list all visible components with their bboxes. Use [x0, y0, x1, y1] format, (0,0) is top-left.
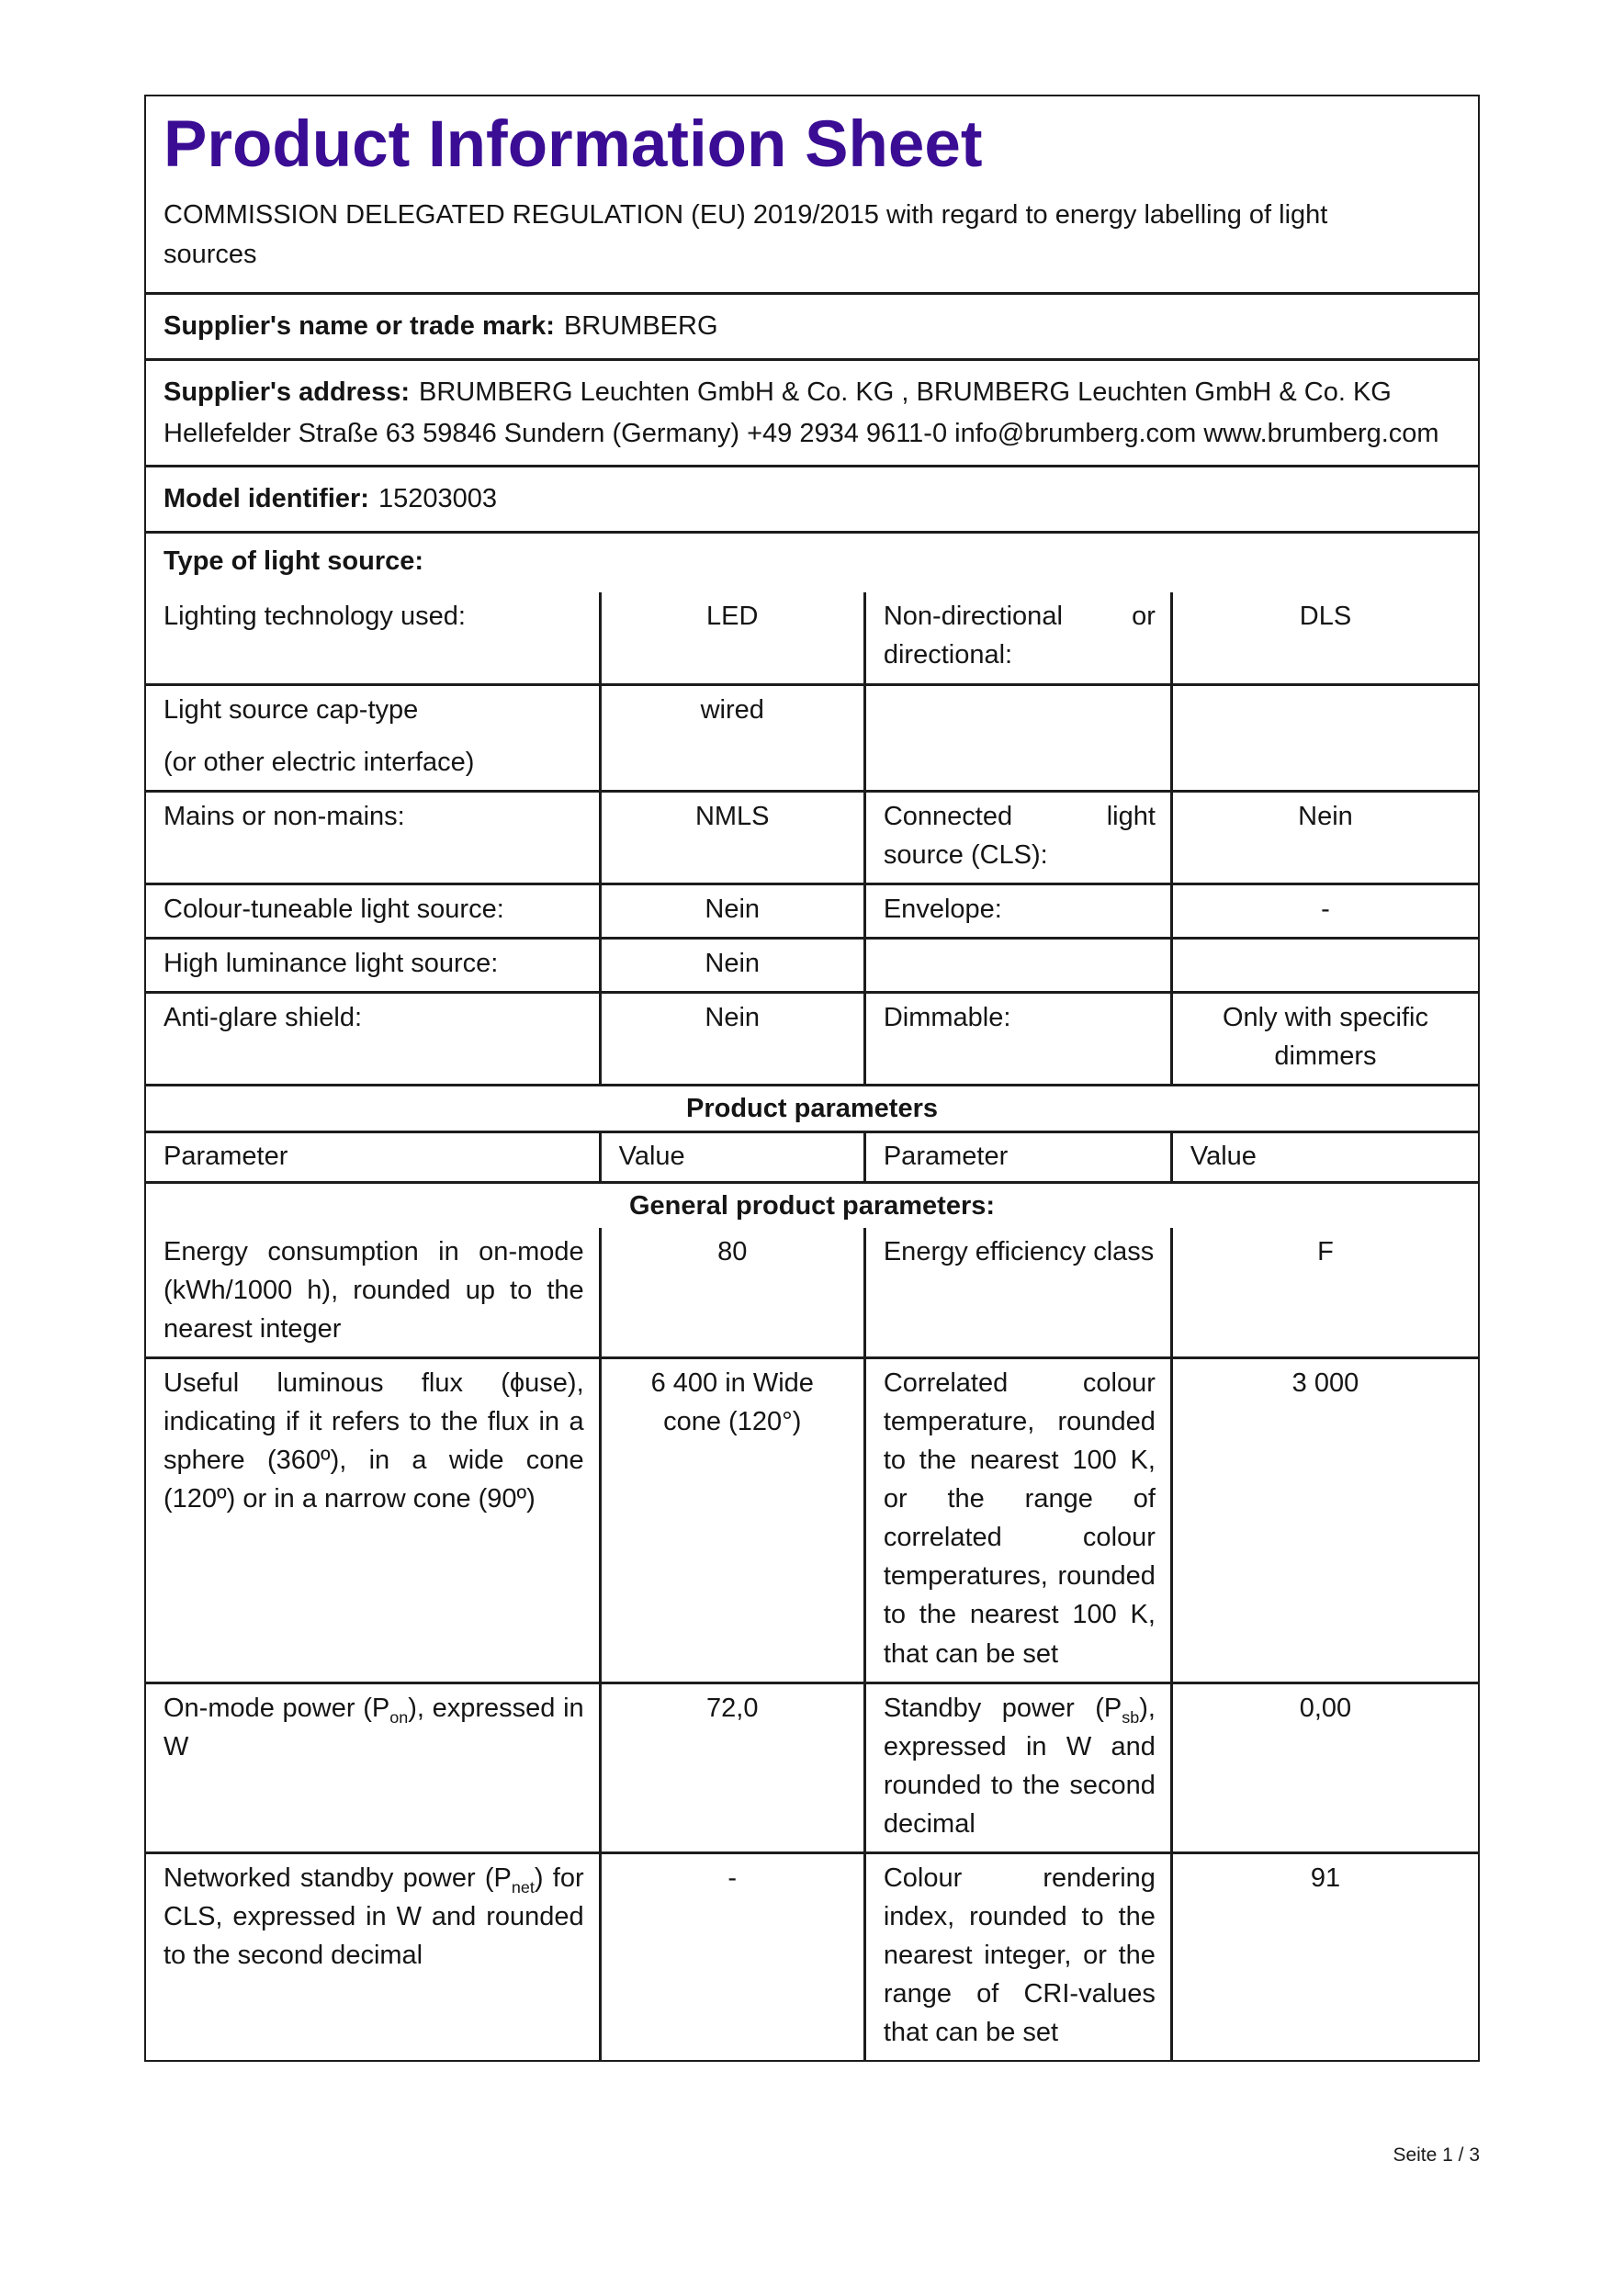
parameter-value-cell: F	[1170, 1228, 1478, 1356]
parameter-label-cell: Energy efficiency class	[863, 1228, 1170, 1356]
table-row	[146, 592, 1478, 682]
table-row	[146, 1228, 1478, 1356]
parameter-value-cell: -	[1170, 885, 1478, 937]
table-row	[146, 1851, 1478, 2060]
parameter-label-cell: Light source cap-type (or other electric interface)	[164, 694, 475, 777]
general-parameters-heading: General product parameters:	[146, 1181, 1478, 1228]
parameter-value-cell: LED	[599, 592, 863, 682]
parameter-label-cell: Dimmable:	[863, 994, 1170, 1084]
parameter-label-cell: On-mode power $(P_{on})$, expressed in W	[164, 1693, 584, 1761]
parameter-value-cell: 0,00	[1170, 1684, 1478, 1851]
page-title: Product Information Sheet	[164, 108, 983, 181]
parameter-value-cell: DLS	[1170, 592, 1478, 682]
parameter-label-cell: Correlated colour temperature, rounded to the nearest 100 K, or the range of correlated colour temperatures, rounded to the nearest 100 K, that can be set	[863, 1359, 1170, 1681]
header-parameter-left: Parameter	[164, 1141, 288, 1171]
type-rows-section	[146, 592, 1478, 1083]
model-identifier-row	[146, 465, 1478, 531]
title-block	[146, 96, 1478, 292]
parameter-value-cell: Nein	[599, 940, 863, 991]
parameter-label-cell: Colour rendering index, rounded to the nearest integer, or the range of CRI-values that can be set	[863, 1854, 1170, 2060]
parameter-label-cell	[863, 686, 1170, 790]
parameter-label-cell: Standby power $(P_{sb})$, expressed in W and rounded to the second decimal	[863, 1684, 1170, 1851]
parameter-label-cell: Energy consumption in on-mode (kWh/1000 h), rounded up to the nearest integer	[164, 1237, 584, 1345]
parameter-label-cell: Lighting technology used:	[164, 602, 466, 632]
parameter-value-cell: 72,0	[599, 1684, 863, 1851]
model-identifier-label: Model identifier:	[164, 484, 369, 514]
regulation-subtitle: COMMISSION DELEGATED REGULATION (EU) 2019/2015 with regard to energy labelling of light sources	[164, 199, 1328, 270]
parameter-value-cell: NMLS	[599, 793, 863, 883]
supplier-name-value: BRUMBERG	[563, 310, 718, 341]
parameter-value-cell: wired	[599, 686, 863, 790]
type-of-light-source-heading: Type of light source:	[146, 531, 1478, 592]
page-number: Seite 1 / 3	[1393, 2144, 1480, 2166]
parameter-label-cell	[863, 940, 1170, 991]
parameter-value-cell: 91	[1170, 1854, 1478, 2060]
parameter-label-cell: Mains or non-mains:	[164, 801, 405, 831]
product-parameters-heading: Product parameters	[146, 1084, 1478, 1131]
header-value-right: Value	[1170, 1133, 1478, 1181]
supplier-address-value: BRUMBERG Leuchten GmbH & Co. KG , BRUMBERG Leuchten GmbH & Co. KG Hellefelder Straße 63 59846 Sundern (Germany) +49 2934 9611-0 info@brumberg.com www.brumberg.com	[164, 377, 1439, 448]
parameter-label-cell: Connected light source (CLS):	[863, 793, 1170, 883]
parameter-value-cell: Nein	[599, 885, 863, 937]
header-parameter-right: Parameter	[863, 1133, 1170, 1181]
parameter-value-cell	[1170, 940, 1478, 991]
model-identifier-value: 15203003	[378, 484, 497, 514]
table-row	[146, 937, 1478, 991]
table-row	[146, 1682, 1478, 1851]
parameter-value-cell: 3 000	[1170, 1359, 1478, 1681]
parameter-label-cell: Anti-glare shield:	[164, 1002, 362, 1032]
header-value-left: Value	[599, 1133, 863, 1181]
general-rows-section	[146, 1228, 1478, 2060]
parameter-label-cell: Non-directional or directional:	[863, 592, 1170, 682]
parameter-value-cell: 6 400 in Wide cone (120°)	[599, 1359, 863, 1681]
parameter-value-cell: -	[599, 1854, 863, 2060]
supplier-address-row	[146, 358, 1478, 466]
parameter-value-cell: Nein	[599, 994, 863, 1084]
parameter-value-cell: 80	[599, 1228, 863, 1356]
product-information-sheet	[144, 95, 1480, 2062]
table-row	[146, 790, 1478, 883]
table-row	[146, 1356, 1478, 1681]
parameter-value-cell	[1170, 686, 1478, 790]
parameter-label-cell: Colour-tuneable light source:	[164, 894, 504, 924]
parameter-value-cell: Nein	[1170, 793, 1478, 883]
parameter-label-cell: Networked standby power $(P_{net})$ for CLS, expressed in W and rounded to the second decimal	[164, 1863, 584, 1970]
parameter-value-cell: Only with specific dimmers	[1170, 994, 1478, 1084]
supplier-address-label: Supplier's address:	[164, 377, 410, 407]
table-row	[146, 683, 1478, 790]
parameter-label-cell: Useful luminous flux (ϕuse), indicating if it refers to the flux in a sphere (360º), in a wide cone (120º) or in a narrow cone (90º)	[164, 1368, 584, 1514]
table-row	[146, 883, 1478, 937]
parameter-value-header-row	[146, 1131, 1478, 1181]
supplier-name-row	[146, 292, 1478, 358]
parameter-label-cell: High luminance light source:	[164, 948, 499, 978]
table-row	[146, 991, 1478, 1084]
supplier-name-label: Supplier's name or trade mark:	[164, 310, 555, 341]
parameter-label-cell: Envelope:	[863, 885, 1170, 937]
